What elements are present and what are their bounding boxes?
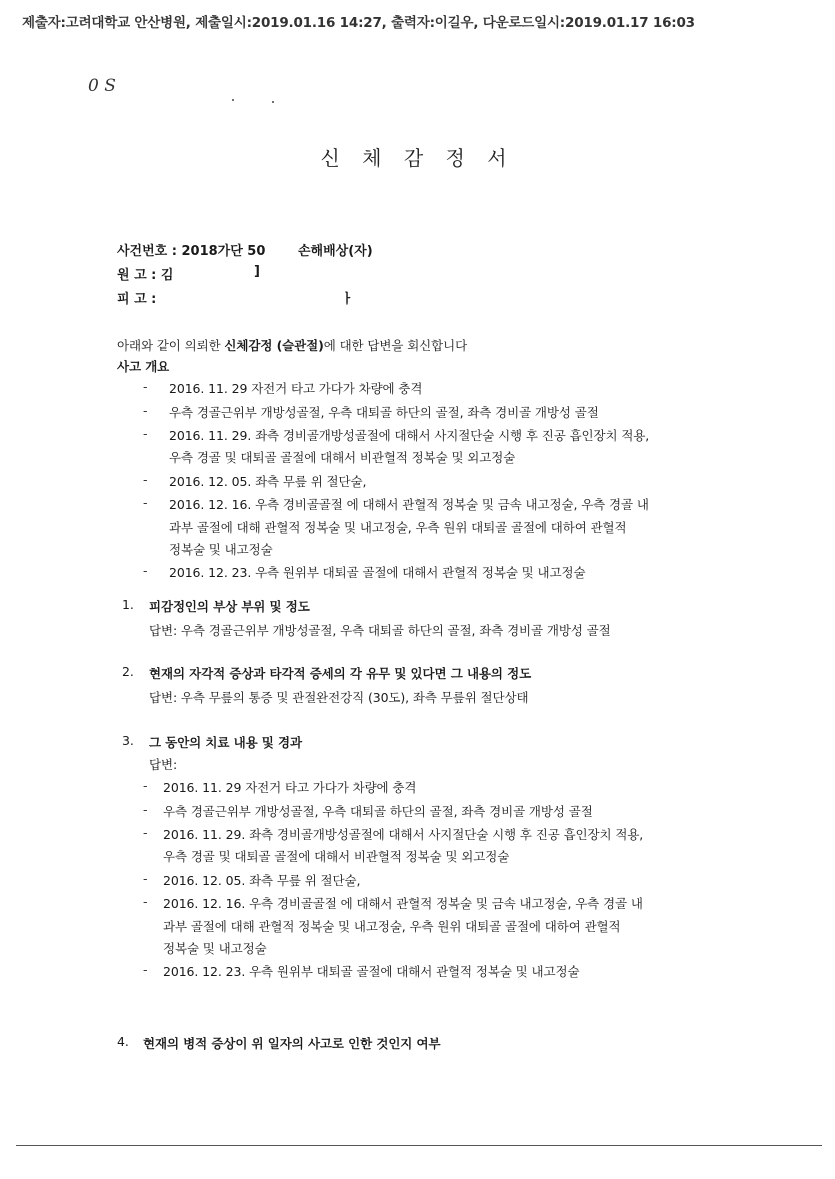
list-item-line: 2016. 12. 05. 좌측 무릎 위 절단술, (169, 473, 367, 489)
intro-before: 아래와 같이 의뢰한 (117, 338, 225, 353)
submission-header: 제출자:고려대학교 안산병원, 제출일시:2019.01.16 14:27, 출력자:이길우, 다운로드일시:2019.01.17 16:03 (22, 15, 695, 31)
defendant-suffix: ㅏ (341, 292, 354, 307)
list-item-line: 2016. 12. 23. 우측 원위부 대퇴골 골절에 대해서 관혈적 정복술 및 내고정술 (169, 565, 586, 581)
defendant-label: 피 고 : (117, 292, 157, 307)
section-2-answer: 답변: 우측 무릎의 통증 및 관절완전강직 (30도), 좌측 무릎위 절단상태 (149, 690, 529, 705)
list-item-line: 우측 경골 및 대퇴골 골절에 대해서 비관혈적 정복술 및 외고정술 (169, 450, 516, 466)
list-item-line: 정복술 및 내고정술 (163, 940, 267, 956)
list-bullet-dash: - (143, 894, 148, 910)
list-item-line: 2016. 12. 16. 우측 경비골골절 에 대해서 관혈적 정복술 및 금속 내고정술, 우측 경골 내 (169, 497, 649, 513)
list-bullet-dash: - (143, 495, 148, 511)
list-item-line: 2016. 11. 29. 좌측 경비골개방성골절에 대해서 사지절단술 시행 후 진공 흡인장치 적용, (163, 827, 644, 842)
list-bullet-dash: - (143, 778, 148, 793)
list-item-line: 2016. 11. 29. 좌측 경비골개방성골절에 대해서 사지절단술 시행 후 진공 흡인장치 적용, (169, 428, 650, 443)
case-number: 사건번호 : 2018가단 50 (117, 244, 266, 259)
handwritten-mark: 0 S (88, 76, 116, 96)
list-bullet-dash: - (143, 563, 148, 579)
list-item-line: 정복술 및 내고정술 (169, 541, 273, 557)
scan-speck (232, 99, 234, 101)
section-2-heading: 현재의 자각적 증상과 타각적 증세의 각 유무 및 있다면 그 내용의 정도 (149, 666, 532, 681)
section-1-number: 1. (122, 597, 134, 612)
list-item-line: 2016. 11. 29 자전거 타고 가다가 차량에 충격 (163, 780, 417, 795)
list-item-line: 우측 경골근위부 개방성골절, 우측 대퇴골 하단의 골절, 좌측 경비골 개방성 골절 (163, 803, 593, 819)
section-3-answer: 답변: (149, 757, 178, 772)
accident-heading: 사고 개요 (117, 359, 170, 374)
list-bullet-dash: - (143, 825, 148, 840)
list-item-line: 과부 골절에 대해 관혈적 정복술 및 내고정술, 우측 원위 대퇴골 골절에 대하여 관혈적 (169, 519, 627, 535)
list-bullet-dash: - (143, 402, 148, 418)
page-bottom-rule (16, 1145, 822, 1146)
list-bullet-dash: - (143, 801, 148, 817)
intro-sentence (117, 336, 467, 354)
plaintiff-label: 원 고 : 김 (117, 268, 174, 283)
document-title: 신 체 감 정 서 (320, 146, 515, 170)
list-item-line: 2016. 12. 16. 우측 경비골골절 에 대해서 관혈적 정복술 및 금속 내고정술, 우측 경골 내 (163, 896, 643, 912)
list-bullet-dash: - (143, 379, 148, 394)
list-item-line: 2016. 12. 23. 우측 원위부 대퇴골 골절에 대해서 관혈적 정복술 및 내고정술 (163, 964, 580, 980)
list-bullet-dash: - (143, 426, 148, 441)
list-item-line: 우측 경골근위부 개방성골절, 우측 대퇴골 하단의 골절, 좌측 경비골 개방성 골절 (169, 404, 599, 420)
list-bullet-dash: - (143, 962, 148, 978)
intro-bold: 신체감정 (슬관절) (224, 338, 324, 353)
intro-after: 에 대한 답변을 회신합니다 (323, 338, 468, 353)
list-bullet-dash: - (143, 870, 148, 886)
section-3-number: 3. (122, 733, 134, 748)
list-item-line: 2016. 12. 05. 좌측 무릎 위 절단술, (163, 872, 361, 888)
section-3-heading: 그 동안의 치료 내용 및 경과 (149, 735, 302, 750)
section-1-heading: 피감정인의 부상 부위 및 정도 (149, 599, 310, 614)
section-4-heading: 현재의 병적 증상이 위 일자의 사고로 인한 것인지 여부 (143, 1036, 441, 1051)
case-name: 손해배상(자) (298, 244, 373, 259)
scan-speck (272, 101, 274, 103)
list-item-line: 과부 골절에 대해 관혈적 정복술 및 내고정술, 우측 원위 대퇴골 골절에 대하여 관혈적 (163, 918, 621, 934)
section-2-number: 2. (122, 664, 134, 679)
section-4-number: 4. (117, 1034, 129, 1049)
plaintiff-suffix: ] (254, 264, 260, 279)
list-bullet-dash: - (143, 471, 148, 487)
section-1-answer: 답변: 우측 경골근위부 개방성골절, 우측 대퇴골 하단의 골절, 좌측 경비골 개방성 골절 (149, 623, 611, 638)
list-item-line: 2016. 11. 29 자전거 타고 가다가 차량에 충격 (169, 381, 423, 396)
list-item-line: 우측 경골 및 대퇴골 골절에 대해서 비관혈적 정복술 및 외고정술 (163, 849, 510, 865)
